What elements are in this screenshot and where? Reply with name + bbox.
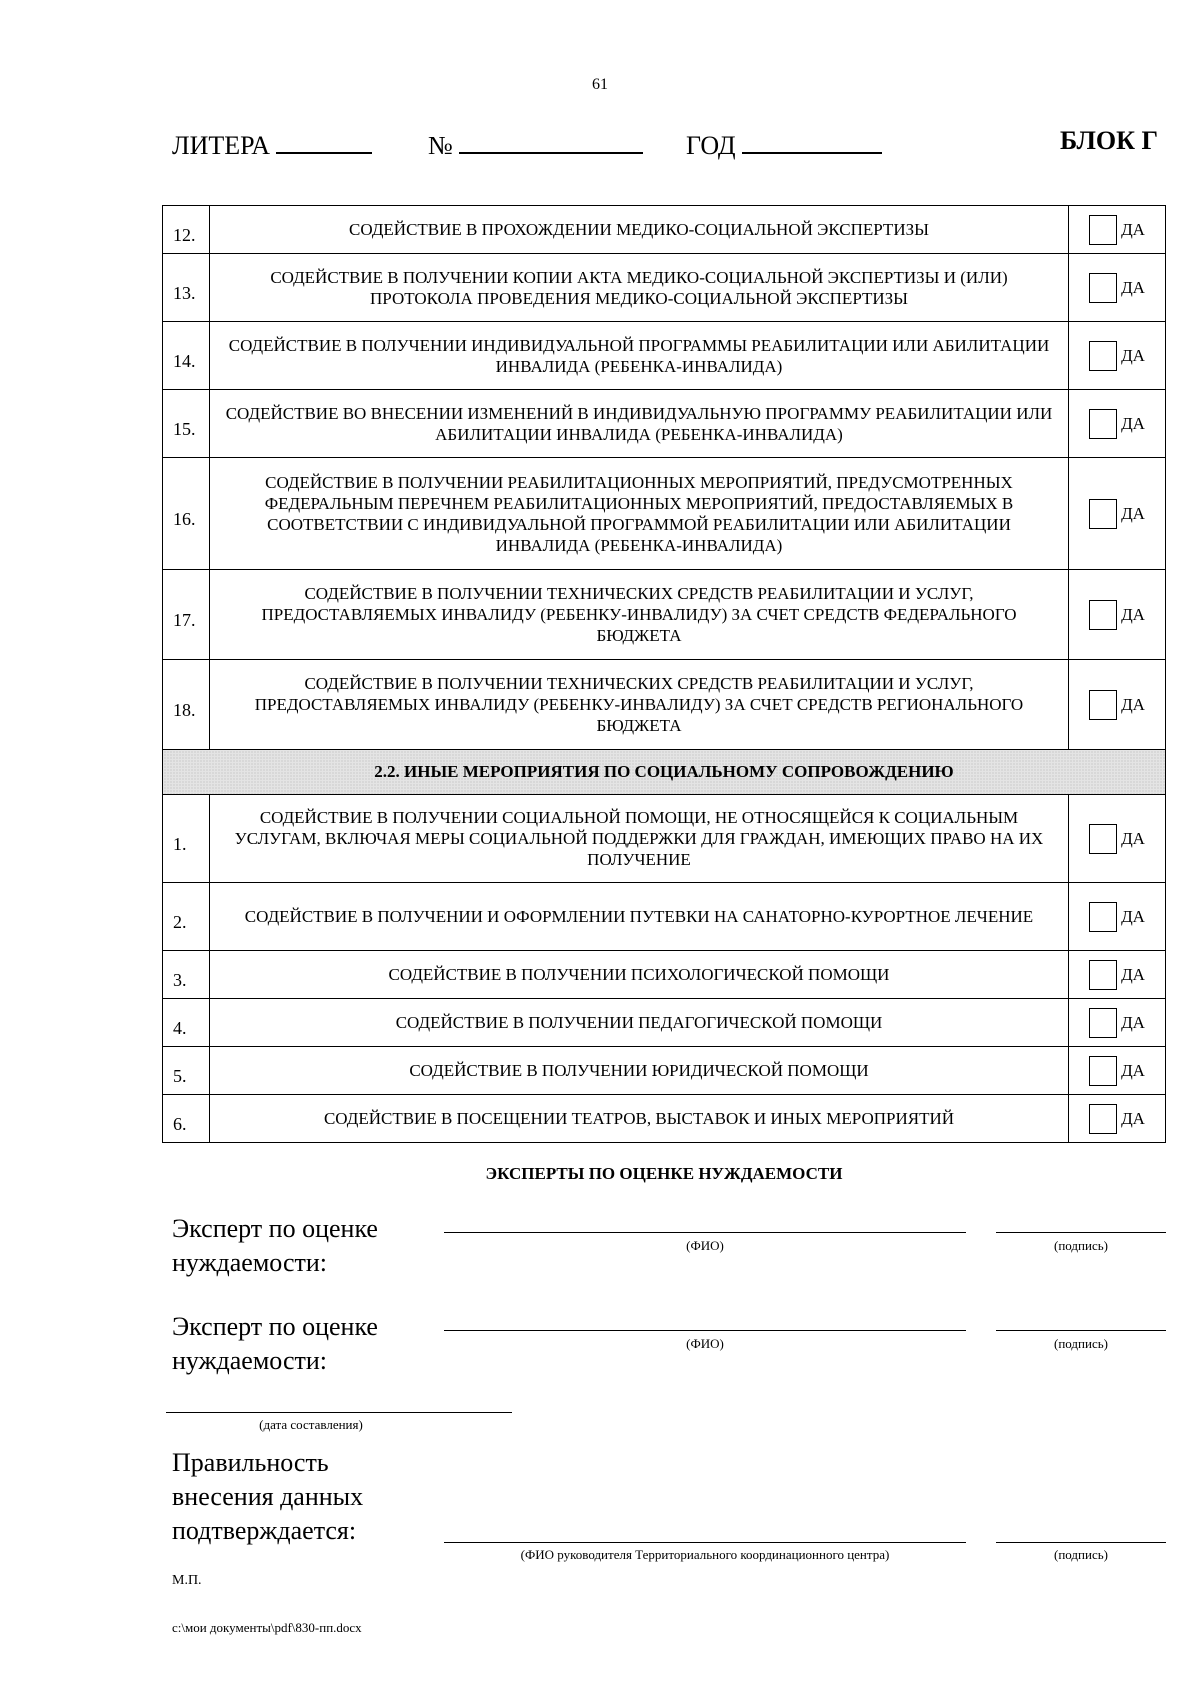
table-row [163, 660, 1166, 750]
head-fio-caption: (ФИО руководителя Территориального координационного центра) [520, 1547, 890, 1562]
table-row [163, 795, 1166, 883]
yes-option [1069, 215, 1165, 245]
row-answer-cell [1069, 1047, 1166, 1095]
row-answer-cell [1069, 390, 1166, 458]
row-answer-cell [1069, 570, 1166, 660]
yes-checkbox[interactable] [1089, 215, 1117, 245]
expert-1-signature-line[interactable] [996, 1232, 1166, 1233]
date-caption: (дата составления) [259, 1417, 363, 1432]
row-answer-cell [1069, 254, 1166, 322]
table-row [163, 390, 1166, 458]
yes-label: ДА [1121, 604, 1145, 624]
row-answer-cell [1069, 999, 1166, 1047]
litera-field [172, 126, 372, 161]
expert-1-label-line1: Эксперт по оценке [172, 1214, 378, 1243]
row-description: СОДЕЙСТВИЕ В ПОЛУЧЕНИИ СОЦИАЛЬНОЙ ПОМОЩИ, НЕ ОТНОСЯЩЕЙСЯ К СОЦИАЛЬНЫМ УСЛУГАМ, ВКЛЮЧАЯ МЕРЫ СОЦИАЛЬНОЙ ПОДДЕРЖКИ ДЛЯ ГРАЖДАН, ИМЕЮЩИХ ПРАВО НА ИХ ПОЛУЧЕНИЕ [210, 795, 1069, 883]
row-number: 6. [163, 1095, 210, 1143]
row-description: СОДЕЙСТВИЕ В ПОЛУЧЕНИИ ТЕХНИЧЕСКИХ СРЕДСТВ РЕАБИЛИТАЦИИ И УСЛУГ, ПРЕДОСТАВЛЯЕМЫХ ИНВАЛИДУ (РЕБЕНКУ-ИНВАЛИДУ) ЗА СЧЕТ СРЕДСТВ РЕГИОНАЛЬНОГО БЮДЖЕТА [210, 660, 1069, 750]
date-line[interactable] [166, 1412, 512, 1413]
expert-2-label-line1: Эксперт по оценке [172, 1312, 378, 1341]
yes-checkbox[interactable] [1089, 1104, 1117, 1134]
confirm-label-line3: подтверждается: [172, 1516, 357, 1545]
row-description: СОДЕЙСТВИЕ В ПОЛУЧЕНИИ ИНДИВИДУАЛЬНОЙ ПРОГРАММЫ РЕАБИЛИТАЦИИ ИЛИ АБИЛИТАЦИИ ИНВАЛИДА (РЕБЕНКА-ИНВАЛИДА) [210, 322, 1069, 390]
expert-1-label [172, 1212, 378, 1280]
row-number: 18. [163, 660, 210, 750]
row-description: СОДЕЙСТВИЕ В ПОЛУЧЕНИИ ПЕДАГОГИЧЕСКОЙ ПОМОЩИ [210, 999, 1069, 1047]
table-row [163, 570, 1166, 660]
yes-option [1069, 902, 1165, 932]
yes-label: ДА [1121, 828, 1145, 848]
section-header-row [163, 750, 1166, 795]
expert-2-label-line2: нуждаемости: [172, 1346, 327, 1375]
table-row [163, 1095, 1166, 1143]
expert-1-fio-caption: (ФИО) [686, 1238, 724, 1253]
yes-option [1069, 1008, 1165, 1038]
row-answer-cell [1069, 1095, 1166, 1143]
row-number: 14. [163, 322, 210, 390]
row-number: 5. [163, 1047, 210, 1095]
yes-label: ДА [1121, 694, 1145, 714]
yes-label: ДА [1121, 503, 1145, 523]
row-answer-cell [1069, 458, 1166, 570]
table-row [163, 322, 1166, 390]
yes-option [1069, 273, 1165, 303]
row-number: 17. [163, 570, 210, 660]
yes-option [1069, 1104, 1165, 1134]
row-number: 16. [163, 458, 210, 570]
expert-2-signature-caption: (подпись) [1054, 1336, 1108, 1351]
yes-checkbox[interactable] [1089, 690, 1117, 720]
confirm-label-line1: Правильность [172, 1448, 329, 1477]
yes-checkbox[interactable] [1089, 824, 1117, 854]
row-description: СОДЕЙСТВИЕ В ПОЛУЧЕНИИ КОПИИ АКТА МЕДИКО-СОЦИАЛЬНОЙ ЭКСПЕРТИЗЫ И (ИЛИ) ПРОТОКОЛА ПРОВЕДЕНИЯ МЕДИКО-СОЦИАЛЬНОЙ ЭКСПЕРТИЗЫ [210, 254, 1069, 322]
yes-checkbox[interactable] [1089, 409, 1117, 439]
form-header [172, 126, 1158, 162]
table-row [163, 1047, 1166, 1095]
yes-option [1069, 409, 1165, 439]
expert-2-fio-caption: (ФИО) [686, 1336, 724, 1351]
table-row [163, 883, 1166, 951]
row-answer-cell [1069, 322, 1166, 390]
block-label: БЛОК Г [1059, 126, 1158, 155]
section-title: 2.2. ИНЫЕ МЕРОПРИЯТИЯ ПО СОЦИАЛЬНОМУ СОПРОВОЖДЕНИЮ [163, 750, 1166, 795]
row-number: 4. [163, 999, 210, 1047]
yes-checkbox[interactable] [1089, 273, 1117, 303]
row-number: 13. [163, 254, 210, 322]
experts-title: ЭКСПЕРТЫ ПО ОЦЕНКЕ НУЖДАЕМОСТИ [485, 1164, 843, 1183]
head-fio-line[interactable] [444, 1542, 966, 1543]
yes-checkbox[interactable] [1089, 341, 1117, 371]
yes-label: ДА [1121, 906, 1145, 926]
head-signature-caption: (подпись) [1054, 1547, 1108, 1562]
yes-label: ДА [1121, 1012, 1145, 1032]
table-row [163, 458, 1166, 570]
yes-option [1069, 1056, 1165, 1086]
row-description: СОДЕЙСТВИЕ В ПОЛУЧЕНИИ ТЕХНИЧЕСКИХ СРЕДСТВ РЕАБИЛИТАЦИИ И УСЛУГ, ПРЕДОСТАВЛЯЕМЫХ ИНВАЛИДУ (РЕБЕНКУ-ИНВАЛИДУ) ЗА СЧЕТ СРЕДСТВ ФЕДЕРАЛЬНОГО БЮДЖЕТА [210, 570, 1069, 660]
row-answer-cell [1069, 795, 1166, 883]
yes-checkbox[interactable] [1089, 499, 1117, 529]
table-row [163, 951, 1166, 999]
table-row [163, 254, 1166, 322]
row-number: 2. [163, 883, 210, 951]
measures-table [162, 205, 1166, 1143]
yes-checkbox[interactable] [1089, 600, 1117, 630]
expert-1-fio-line[interactable] [444, 1232, 966, 1233]
number-input-line[interactable] [459, 126, 643, 154]
row-description: СОДЕЙСТВИЕ В ПОЛУЧЕНИИ ПСИХОЛОГИЧЕСКОЙ ПОМОЩИ [210, 951, 1069, 999]
table-row [163, 999, 1166, 1047]
row-number: 12. [163, 206, 210, 254]
yes-label: ДА [1121, 413, 1145, 433]
table-row [163, 206, 1166, 254]
row-number: 15. [163, 390, 210, 458]
yes-option [1069, 499, 1165, 529]
row-description: СОДЕЙСТВИЕ В ПОСЕЩЕНИИ ТЕАТРОВ, ВЫСТАВОК И ИНЫХ МЕРОПРИЯТИЙ [210, 1095, 1069, 1143]
number-field [428, 126, 643, 161]
yes-checkbox[interactable] [1089, 1056, 1117, 1086]
row-answer-cell [1069, 883, 1166, 951]
yes-label: ДА [1121, 219, 1145, 239]
yes-checkbox[interactable] [1089, 1008, 1117, 1038]
number-label: № [428, 131, 453, 160]
row-description: СОДЕЙСТВИЕ ВО ВНЕСЕНИИ ИЗМЕНЕНИЙ В ИНДИВИДУАЛЬНУЮ ПРОГРАММУ РЕАБИЛИТАЦИИ ИЛИ АБИЛИТАЦИИ ИНВАЛИДА (РЕБЕНКА-ИНВАЛИДА) [210, 390, 1069, 458]
yes-option [1069, 341, 1165, 371]
expert-1-label-line2: нуждаемости: [172, 1248, 327, 1277]
yes-checkbox[interactable] [1089, 902, 1117, 932]
confirm-label-line2: внесения данных [172, 1482, 364, 1511]
stamp-mark: М.П. [172, 1573, 202, 1588]
yes-option [1069, 600, 1165, 630]
row-description: СОДЕЙСТВИЕ В ПРОХОЖДЕНИИ МЕДИКО-СОЦИАЛЬНОЙ ЭКСПЕРТИЗЫ [210, 206, 1069, 254]
row-description: СОДЕЙСТВИЕ В ПОЛУЧЕНИИ ЮРИДИЧЕСКОЙ ПОМОЩИ [210, 1047, 1069, 1095]
yes-option [1069, 690, 1165, 720]
row-number: 3. [163, 951, 210, 999]
yes-label: ДА [1121, 1060, 1145, 1080]
expert-1-signature-caption: (подпись) [1054, 1238, 1108, 1253]
confirm-label [172, 1446, 363, 1548]
yes-checkbox[interactable] [1089, 960, 1117, 990]
litera-input-line[interactable] [276, 126, 372, 154]
row-answer-cell [1069, 951, 1166, 999]
head-signature-line[interactable] [996, 1542, 1166, 1543]
yes-label: ДА [1121, 345, 1145, 365]
row-answer-cell [1069, 206, 1166, 254]
year-label: ГОД [686, 131, 736, 160]
row-description: СОДЕЙСТВИЕ В ПОЛУЧЕНИИ И ОФОРМЛЕНИИ ПУТЕВКИ НА САНАТОРНО-КУРОРТНОЕ ЛЕЧЕНИЕ [210, 883, 1069, 951]
expert-2-fio-line[interactable] [444, 1330, 966, 1331]
yes-label: ДА [1121, 277, 1145, 297]
row-number: 1. [163, 795, 210, 883]
row-description: СОДЕЙСТВИЕ В ПОЛУЧЕНИИ РЕАБИЛИТАЦИОННЫХ МЕРОПРИЯТИЙ, ПРЕДУСМОТРЕННЫХ ФЕДЕРАЛЬНЫМ ПЕРЕЧНЕМ РЕАБИЛИТАЦИОННЫХ МЕРОПРИЯТИЙ, ПРЕДОСТАВЛЯЕМЫХ В СООТВЕТСТВИИ С ИНДИВИДУАЛЬНОЙ ПРОГРАММОЙ РЕАБИЛИТАЦИИ ИЛИ АБИЛИТАЦИИ ИНВАЛИДА (РЕБЕНКА-ИНВАЛИДА) [210, 458, 1069, 570]
yes-option [1069, 960, 1165, 990]
expert-2-label [172, 1310, 378, 1378]
year-input-line[interactable] [742, 126, 882, 154]
year-field [686, 126, 882, 161]
row-answer-cell [1069, 660, 1166, 750]
page-number: 61 [592, 76, 608, 93]
yes-option [1069, 824, 1165, 854]
file-path: c:\мои документы\pdf\830-пп.docx [172, 1620, 362, 1635]
expert-2-signature-line[interactable] [996, 1330, 1166, 1331]
litera-label: ЛИТЕРА [172, 131, 271, 160]
yes-label: ДА [1121, 1108, 1145, 1128]
yes-label: ДА [1121, 964, 1145, 984]
